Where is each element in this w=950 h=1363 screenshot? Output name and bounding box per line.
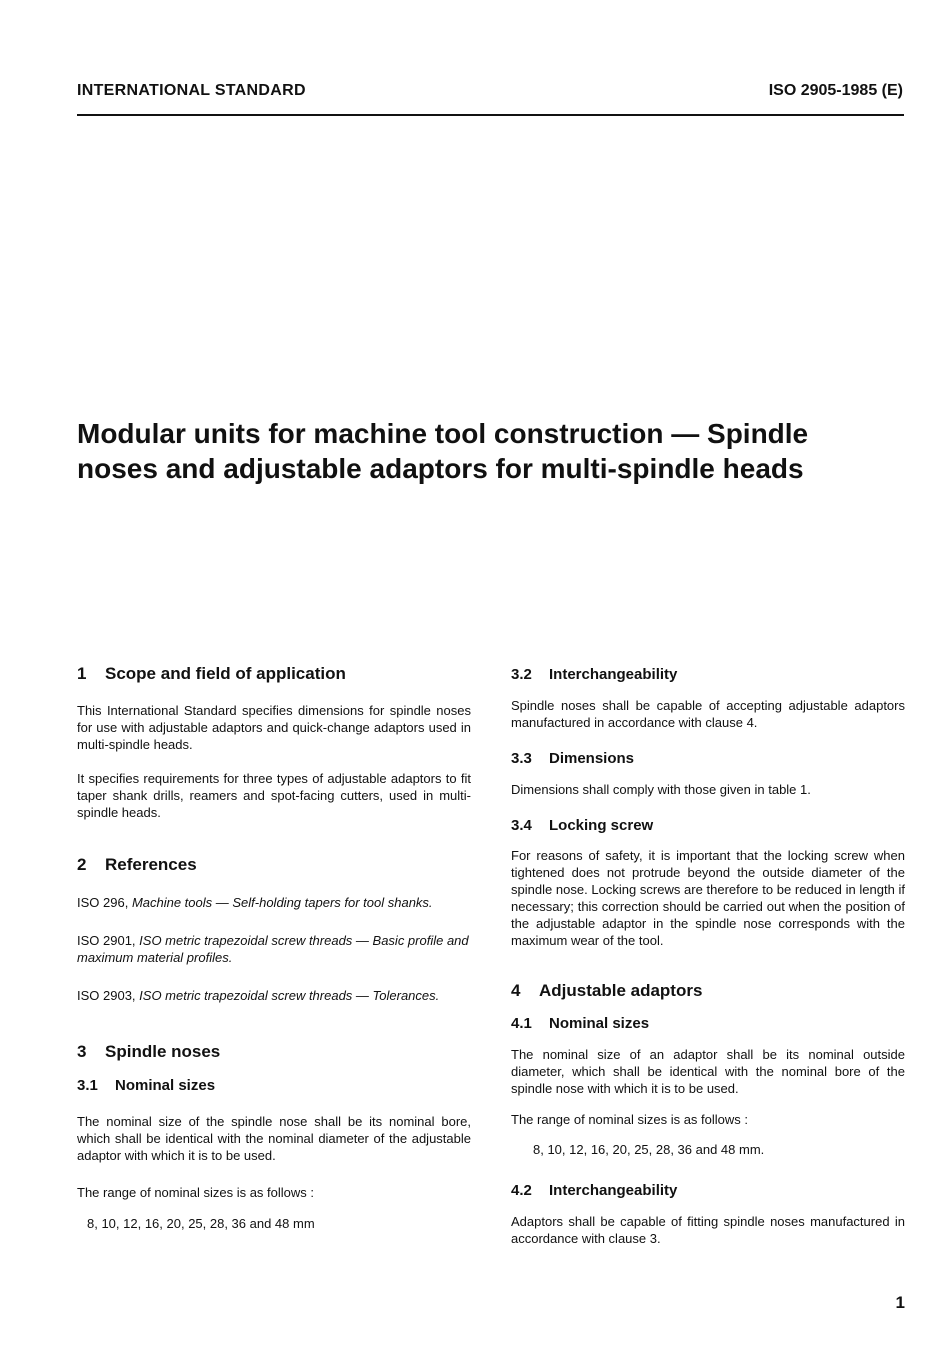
section-3-1-title: Nominal sizes [115,1077,216,1094]
header-rule [77,114,904,116]
section-3-1-heading [77,1077,471,1094]
document-title-line1: Modular units for machine tool construction — Spindle [77,418,809,449]
reference-code: ISO 2901, [77,933,136,948]
section-3-heading [77,1042,471,1062]
page-number: 1 [895,1293,905,1312]
reference-title: ISO metric trapezoidal screw threads — Tolerances. [139,988,440,1003]
section-3-number: 3 [77,1042,87,1061]
section-3-1-paragraph-1: The nominal size of the spindle nose shall be its nominal bore, which shall be identical with the nominal diameter of the adjustable adaptor with which it is to be used. [77,1114,471,1163]
section-4-1-paragraph-1: The nominal size of an adaptor shall be its nominal outside diameter, which shall be identical with the nominal bore of the spindle nose with which it is to be used. [511,1047,905,1096]
section-3-4-paragraph-1: For reasons of safety, it is important that the locking screw when tightened does not protrude beyond the outside diameter of the spindle nose. Locking screws are therefore to be reduced in length if necessary; this correction should be carried out when the position of the adjustable adaptor in the spindle nose corresponds with the maximum wear of the tool. [511,848,905,948]
section-4-1-title: Nominal sizes [549,1015,650,1032]
header-standard-type: INTERNATIONAL STANDARD [77,82,306,99]
document-title [77,416,907,486]
section-4-2-title: Interchangeability [549,1182,678,1199]
reference-item [77,987,471,1004]
section-4-title: Adjustable adaptors [539,981,703,1000]
reference-title: ISO metric trapezoidal screw threads — Basic profile and maximum material profiles. [77,933,469,965]
section-3-2-heading [511,666,905,683]
reference-item [77,894,471,911]
reference-item [77,932,471,966]
section-3-2-title: Interchangeability [549,666,678,683]
reference-code: ISO 2903, [77,988,136,1003]
section-4-heading [511,981,905,1001]
section-3-3-title: Dimensions [549,750,635,767]
header-standard-number: ISO 2905-1985 (E) [768,82,903,99]
section-2-title: References [105,855,197,874]
section-3-3-number: 3.3 [511,750,532,767]
section-3-4-title: Locking screw [549,817,654,834]
reference-title: Machine tools — Self-holding tapers for tool shanks. [131,895,433,910]
section-4-2-heading [511,1182,905,1199]
section-4-1-heading [511,1015,905,1032]
section-1-title: Scope and field of application [105,664,346,683]
section-2-heading [77,855,471,875]
section-3-3-paragraph-1: Dimensions shall comply with those given in table 1. [511,782,811,797]
section-4-1-paragraph-2: The range of nominal sizes is as follows : [511,1112,748,1127]
section-1-paragraph-2: It specifies requirements for three types of adjustable adaptors to fit taper shank drills, reamers and spot-facing cutters, used in multi-spindle heads. [77,771,471,820]
left-column [77,660,471,1232]
section-4-number: 4 [511,981,521,1000]
document-title-line2: noses and adjustable adaptors for multi-spindle heads [77,453,804,484]
section-1-heading [77,664,471,684]
section-4-2-paragraph-1: Adaptors shall be capable of fitting spindle noses manufactured in accordance with clause 3. [511,1214,905,1246]
section-3-2-number: 3.2 [511,666,532,683]
section-4-1-number: 4.1 [511,1015,532,1032]
section-2-number: 2 [77,855,87,874]
section-3-1-size-list: 8, 10, 12, 16, 20, 25, 28, 36 and 48 mm [87,1216,315,1231]
section-1-number: 1 [77,664,87,683]
section-3-4-number: 3.4 [511,817,532,834]
section-3-title: Spindle noses [105,1042,221,1061]
section-3-3-heading [511,750,905,767]
section-4-2-number: 4.2 [511,1182,532,1199]
section-3-1-number: 3.1 [77,1077,98,1094]
section-4-1-size-list: 8, 10, 12, 16, 20, 25, 28, 36 and 48 mm. [533,1142,765,1157]
section-1-paragraph-1: This International Standard specifies dimensions for spindle noses for use with adjustable adaptors and quick-change adaptors used in multi-spindle heads. [77,703,471,752]
right-column [511,660,905,1247]
section-3-4-heading [511,817,905,834]
section-3-2-paragraph-1: Spindle noses shall be capable of accepting adjustable adaptors manufactured in accordance with clause 4. [511,698,905,730]
reference-code: ISO 296, [77,895,129,910]
section-3-1-paragraph-2: The range of nominal sizes is as follows : [77,1185,314,1200]
